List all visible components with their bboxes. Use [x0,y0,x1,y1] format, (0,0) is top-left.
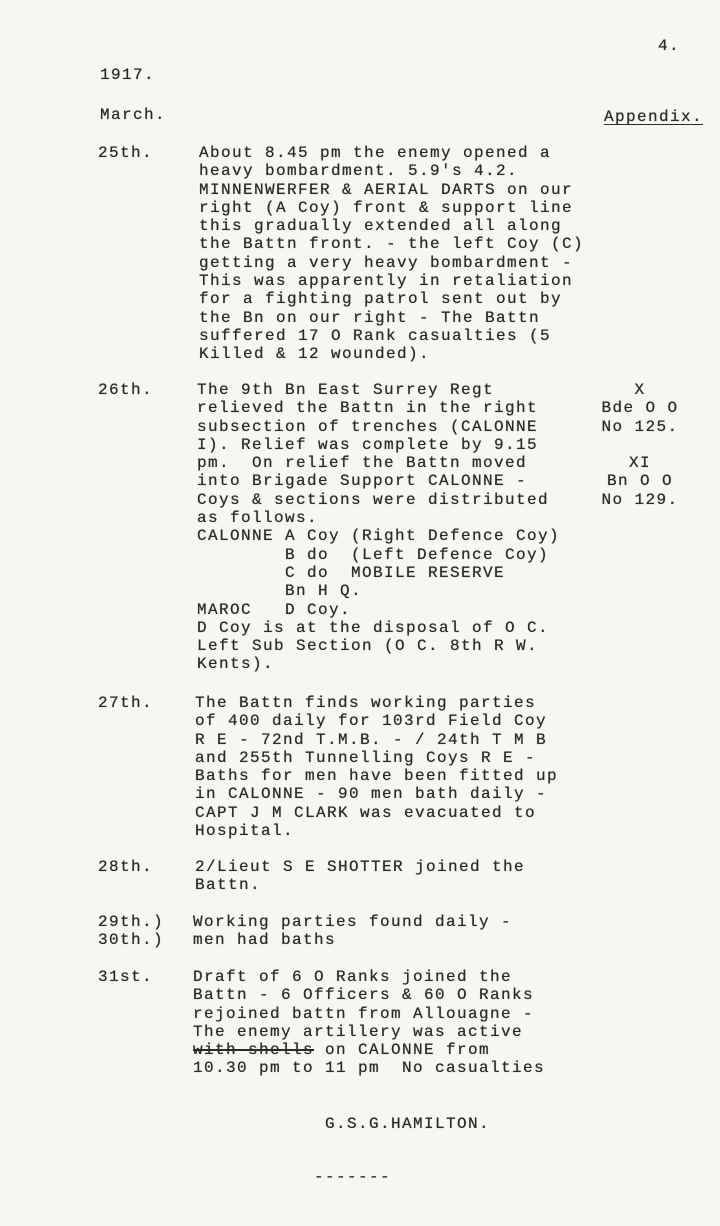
entry-text [193,913,512,950]
entry-line-rest: on CALONNE from [314,1041,491,1060]
entry-line: MAROC D Coy. [197,600,352,619]
appendix-ref: No 125. [601,417,679,436]
entry-line: The 9th Bn East Surrey Regt [197,381,495,399]
entry-line: and 255th Tunnelling Coys R E - [195,748,537,767]
appendix-ref [600,436,680,454]
entry-line: Kents). [197,655,275,674]
entry-date: 31st. [98,968,154,986]
entry-line: Battn. [195,876,262,895]
entry-line: Battn - 6 Officers & 60 O Ranks [193,986,535,1005]
entry-line: Baths for men have been fitted up [195,767,559,786]
entry-line: Hospital. [195,822,295,841]
entry-line-with-strikethrough [193,1041,545,1059]
entry-line: right (A Coy) front & support line [199,198,574,217]
appendix-heading: Appendix. [604,108,704,126]
appendix-ref: Bn O O [606,472,673,491]
entry-line: R E - 72nd T.M.B. - / 24th T M B [195,730,548,749]
entry-line: as follows. [197,509,319,528]
entry-line: into Brigade Support CALONNE - [197,472,528,491]
entry-line: Working parties found daily - [193,913,513,931]
entry-line: subsection of trenches (CALONNE [197,417,539,436]
entry-line: I). Relief was complete by 9.15 [197,435,539,454]
entry-line: this gradually extended all along [199,217,563,236]
entry-line: D Coy is at the disposal of O C. [197,618,550,637]
month-heading: March. [100,106,167,124]
entry-line: the Bn on our right - The Battn [199,308,541,327]
entry-line: CALONNE A Coy (Right Defence Coy) [197,527,561,546]
entry-line: Left Sub Section (O C. 8th R W. [197,637,539,656]
entry-line: Draft of 6 O Ranks joined the [193,968,513,986]
entry-line: heavy bombardment. 5.9's 4.2. [199,162,519,181]
entry-line: in CALONNE - 90 men bath daily - [195,785,548,804]
appendix-ref: XI [628,454,651,473]
entry-line: This was apparently in retaliation [199,272,574,291]
appendix-ref: X [634,381,646,399]
entry-line: The enemy artillery was active [193,1022,524,1041]
entry-line: Bn H Q. [197,582,363,601]
entry-line: C do MOBILE RESERVE [197,563,506,582]
signature: G.S.G.HAMILTON. [325,1115,491,1133]
entry-line: rejoined battn from Allouagne - [193,1004,535,1023]
year-heading: 1917. [100,66,156,84]
entry-line: getting a very heavy bombardment - [199,253,574,272]
entry-line: About 8.45 pm the enemy opened a [199,144,552,162]
entry-text [193,968,545,1078]
appendix-ref: No 129. [601,490,679,509]
entry-line: 2/Lieut S E SHOTTER joined the [195,858,526,876]
entry-date: 29th.) 30th.) [98,913,165,950]
appendix-references [600,381,680,509]
entry-date: 27th. [98,694,154,712]
entry-line: The Battn finds working parties [195,694,537,712]
entry-line: pm. On relief the Battn moved [197,454,528,473]
entry-line: the Battn front. - the left Coy (C) [199,235,585,254]
entry-text [197,381,560,674]
entry-date: 25th. [98,144,154,162]
struck-text: with-shells [193,1041,315,1060]
entry-text [195,858,525,895]
entry-line: men had baths [193,931,337,950]
end-rule: ------- [314,1168,392,1186]
entry-line: CAPT J M CLARK was evacuated to [195,803,537,822]
entry-line: 10.30 pm to 11 pm No casualties [193,1059,546,1078]
entry-date: 26th. [98,381,154,399]
appendix-ref: Bde O O [601,399,679,418]
entry-date: 28th. [98,858,154,876]
entry-text [199,144,584,364]
entry-line: of 400 daily for 103rd Field Coy [195,712,548,731]
entry-text [195,694,558,840]
entry-line: Coys & sections were distributed [197,490,550,509]
entry-line: relieved the Battn in the right [197,399,539,418]
entry-line: for a fighting patrol sent out by [199,290,563,309]
entry-line: B do (Left Defence Coy) [197,545,550,564]
entry-line: MINNENWERFER & AERIAL DARTS on our [199,180,574,199]
entry-line: Killed & 12 wounded). [199,345,431,364]
entry-line: suffered 17 O Rank casualties (5 [199,326,552,345]
page-number: 4. [658,37,681,55]
